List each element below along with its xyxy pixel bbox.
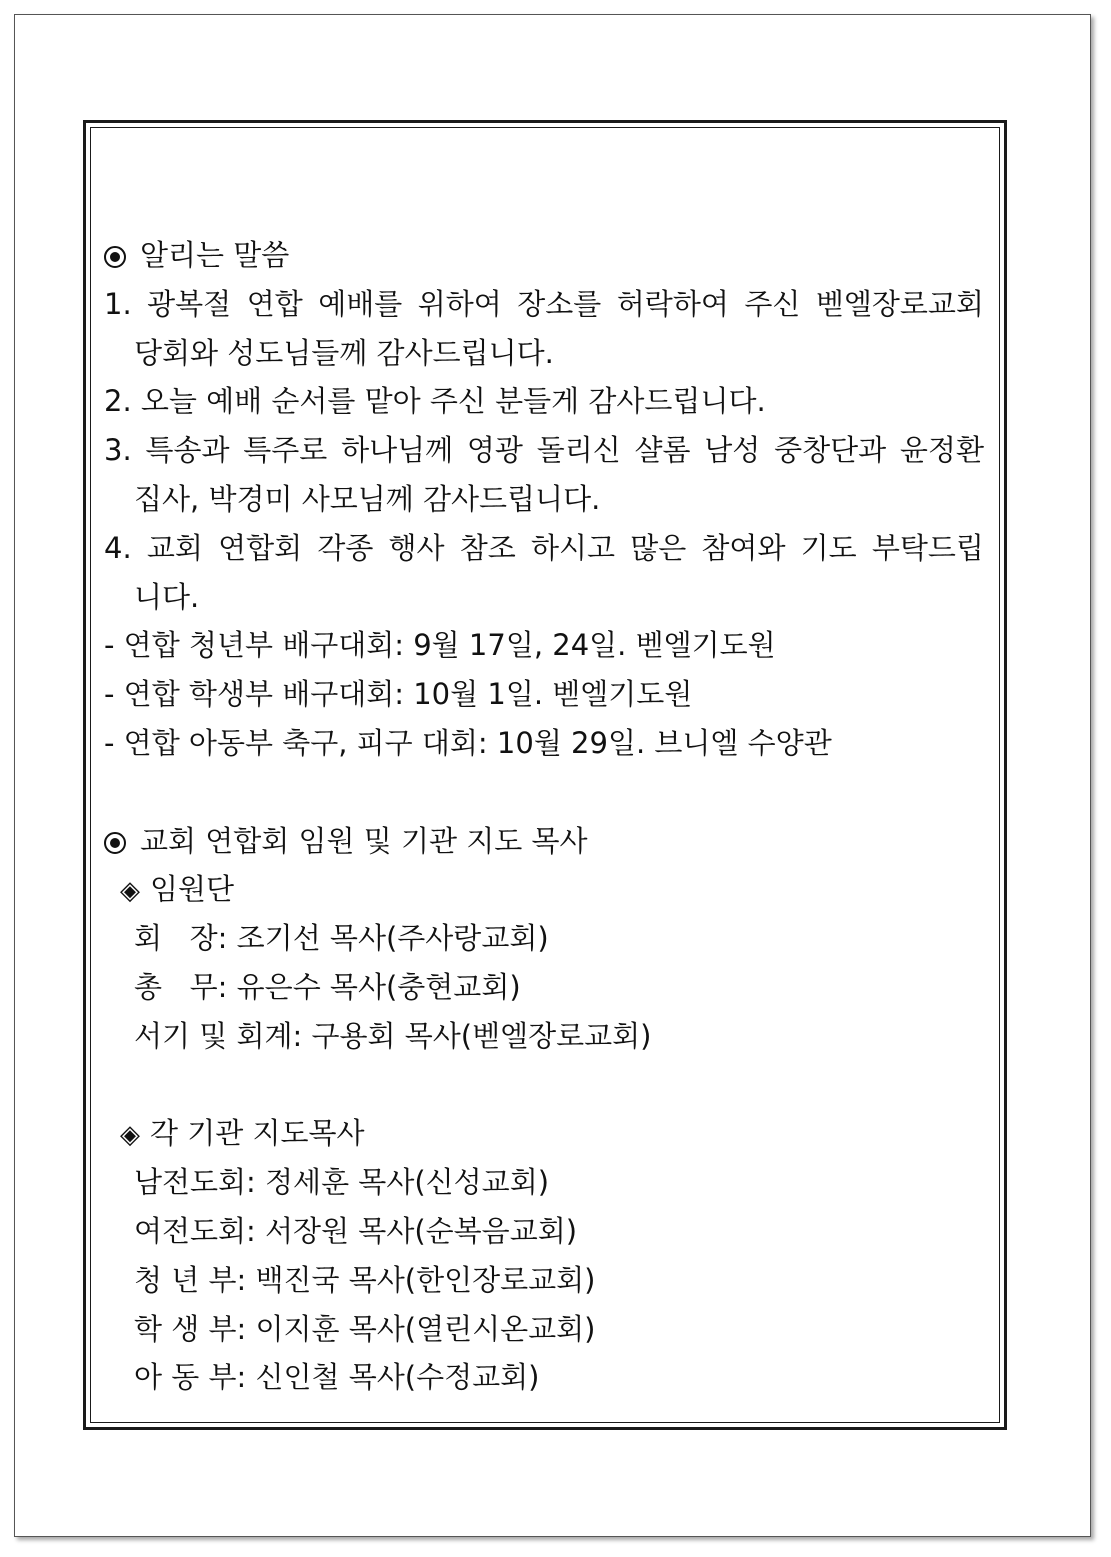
notice-item-4-line-1: 4. 교회 연합회 각종 행사 참조 하시고 많은 참여와 기도 부탁드립: [104, 530, 984, 565]
officers-title: 임원단: [150, 872, 235, 907]
bullet-circle-icon: [104, 246, 126, 268]
notice-item-1-line-2: 당회와 성도님들께 감사드립니다.: [134, 335, 554, 370]
leaders-title: 교회 연합회 임원 및 기관 지도 목사: [140, 823, 588, 858]
pastors-heading: [104, 1109, 984, 1158]
event-item: - 연합 학생부 배구대회: 10월 1일. 벧엘기도원: [104, 677, 693, 712]
officers-heading: [104, 865, 984, 914]
officer-entry: 서기 및 회계: 구용회 목사(벧엘장로교회): [134, 1018, 652, 1053]
notice-item-3-line-2: 집사, 박경미 사모님께 감사드립니다.: [134, 481, 601, 516]
notice-item-4-line-2: 니다.: [134, 579, 200, 614]
notice-item-1-line-1: 1. 광복절 연합 예배를 위하여 장소를 허락하여 주신 벧엘장로교회: [104, 286, 984, 321]
event-item: - 연합 아동부 축구, 피구 대회: 10월 29일. 브니엘 수양관: [104, 725, 832, 760]
notice-item-2: 2. 오늘 예배 순서를 맡아 주신 분들게 감사드립니다.: [104, 384, 766, 419]
bullet-circle-icon: [104, 832, 126, 854]
pastor-entry: 학 생 부: 이지훈 목사(열린시온교회): [134, 1311, 596, 1346]
spacer: [104, 1061, 984, 1110]
notices-heading: [104, 231, 984, 280]
notices-title: 알리는 말씀: [140, 238, 290, 272]
pastor-entry: 여전도회: 서장원 목사(순복음교회): [134, 1213, 578, 1248]
pastor-entry: 아 동 부: 신인철 목사(수정교회): [134, 1360, 540, 1395]
bulletin-content: [104, 231, 984, 1402]
pastor-entry: 청 년 부: 백진국 목사(한인장로교회): [134, 1262, 596, 1297]
event-item: - 연합 청년부 배구대회: 9월 17일, 24일. 벧엘기도원: [104, 628, 776, 663]
notice-item-3-line-1: 3. 특송과 특주로 하나님께 영광 돌리신 샬롬 남성 중창단과 윤정환: [104, 433, 984, 468]
diamond-bullet-icon: ◈: [120, 1120, 140, 1151]
bulletin-box: [83, 120, 1007, 1430]
pastors-title: 각 기관 지도목사: [150, 1116, 365, 1151]
pastor-entry: 남전도회: 정세훈 목사(신성교회): [134, 1165, 550, 1200]
officer-entry: 총 무: 유은수 목사(충현교회): [134, 969, 521, 1004]
officer-entry: 회 장: 조기선 목사(주사랑교회): [134, 921, 549, 956]
spacer: [104, 768, 984, 817]
diamond-bullet-icon: ◈: [120, 876, 140, 907]
leaders-heading: [104, 817, 984, 866]
